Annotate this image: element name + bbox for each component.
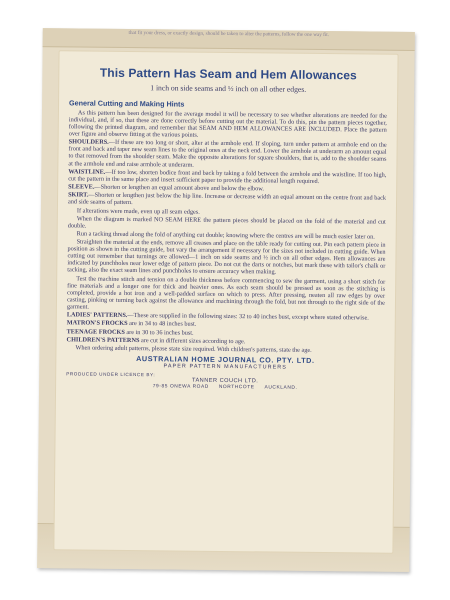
address-suburb: NORTHCOTE <box>218 385 255 391</box>
envelope-flap <box>43 28 415 51</box>
ladies-keyword: LADIES' PATTERNS. <box>66 311 128 320</box>
instruction-label <box>53 50 398 554</box>
sleeve-text: —Shorten or lengthen an equal amount above and below the elbow. <box>94 183 264 193</box>
teenage-keyword: TEENAGE FROCKS <box>66 327 125 336</box>
ordering-paragraph: When ordering adult patterns, please state size required. With children's patterns, state the age. <box>75 344 312 354</box>
matrons-text: are in 34 to 48 inches bust. <box>127 320 197 329</box>
children-text: are cut in different sizes according to age. <box>139 336 246 346</box>
publisher-tagline: PAPER PATTERN MANUFACTURERS <box>163 363 288 371</box>
intro-paragraph: As this pattern has been designed for the average model it will be necessary to see whether alterations are needed for the individual, and, if so, that these are done correctly before cutting out the material. To do this, pin the pattern pieces together, following the printed diagram, and remember that SEAM AND HEM ALLOWANCES ARE INCLUDED. Place the pattern over figure and observe fitting at the various points. <box>68 109 387 139</box>
shoulders-paragraph <box>68 139 386 171</box>
licence-label: PRODUCED UNDER LICENCE BY: <box>66 371 156 378</box>
instructions-body <box>66 109 387 354</box>
alterations-paragraph: If alterations were made, even up all seam edges. <box>76 206 200 216</box>
section-heading: General Cutting and Making Hints <box>69 98 185 109</box>
flap-bleed-text: that fit your dress, or exactly design, should be taken to alter the patterns, follow the one way fit. <box>128 29 330 39</box>
shoulders-text: —If these are too long or short, alter at the armhole end. If sloping, turn under pattern at armhole end on the front and back and taper new seam lines to the original ones at the neck end. Lower the armhole at underarm an amount equal to that removed from the shoulder seam. Make the opposite alterations for square shoulders, that is, add to the shoulder seams at the armhole end and raise armhole at underarm. <box>68 139 387 169</box>
address-city: AUCKLAND. <box>264 385 298 391</box>
straighten-paragraph: Straighten the material at the ends, remove all creases and place on the table ready for cutting out. Pin each pattern piece in position as shown in the cutting guide, but vary the arrangement if necessary for the sizes not included in cutting guide. When cutting out remember that turnings are allowed—1 inch on side seams and ½ inch on all other edges. Hem allowances are indicated by punchholes near lower edge of pattern piece. Do not cut the darts or notches, but mark these with tailor's chalk or tacking, also the exact seam lines and punchholes to ensure accuracy when making. <box>67 238 386 277</box>
address-street: 79-85 ONEWA ROAD <box>152 384 209 390</box>
machine-test-paragraph: Test the machine stitch and tension on a double thickness before commencing to sew the garment, using a short stitch for fine materials and a longer one for thick and heavier ones. As each seam should be pressed as soon as the stitching is completed, provide a hot iron and a well-padded surface on which to press. After pressing, neaten all raw edges by over casting, pinking or turning back against the allowance and machining through the fold, but not through to the right side of the garment. <box>66 275 386 311</box>
licensee-name: TANNER COUCH LTD. <box>191 377 259 385</box>
shoulders-keyword: SHOULDERS. <box>68 138 109 147</box>
pattern-envelope <box>37 28 415 572</box>
waistline-text: —If too low, shorten bodice front and back by taking a fold between the armhole and the waistline. If too high, cut the pattern in the same place and insert sufficient paper to provide the additional length required. <box>68 168 387 185</box>
label-subtitle: 1 inch on side seams and ½ inch on all other edges. <box>150 83 307 94</box>
children-keyword: CHILDREN'S PATTERNS <box>66 336 140 344</box>
skirt-keyword: SKIRT. <box>68 191 89 199</box>
tacking-paragraph: Run a tacking thread along the fold of anything cut double; knowing where the centres are will be much easier later on. <box>76 230 375 241</box>
teenage-text: are in 30 to 36 inches bust. <box>124 328 194 337</box>
skirt-text: —Shorten or lengthen just below the hip line. Increase or decrease width an equal amount on the centre front and back and side seams of pattern. <box>67 191 387 207</box>
label-title: This Pattern Has Seam and Hem Allowances <box>99 65 357 83</box>
ladies-text: —These are supplied in the following sizes: 32 to 40 inches bust, except where stated otherwise. <box>127 312 369 322</box>
sleeve-keyword: SLEEVE. <box>68 183 95 191</box>
publisher-name: AUSTRALIAN HOME JOURNAL CO. PTY. LTD. <box>136 354 315 366</box>
matrons-keyword: MATRON'S FROCKS <box>66 319 128 328</box>
waistline-keyword: WAISTLINE. <box>68 168 106 176</box>
no-seam-paragraph: When the diagram is marked NO SEAM HERE the pattern pieces should be placed on the fold of the material and cut double. <box>67 215 386 230</box>
